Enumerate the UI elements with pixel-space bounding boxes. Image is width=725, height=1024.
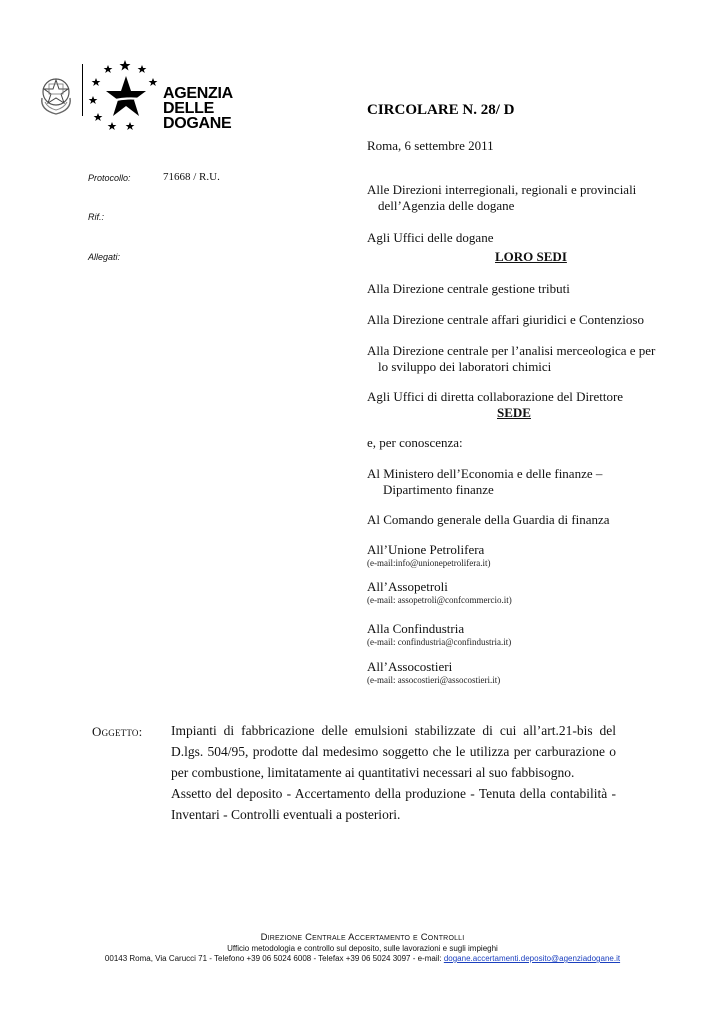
recipient-gestione-tributi: Alla Direzione centrale gestione tributi (367, 281, 570, 296)
recipient-analisi-line2: lo sviluppo dei laboratori chimici (378, 359, 552, 374)
recipient-analisi-line1: Alla Direzione centrale per l’analisi merceologica e per (367, 343, 656, 358)
recipient-direzioni-line2: dell’Agenzia delle dogane (378, 198, 515, 213)
cc-assopetroli: All’Assopetroli (367, 579, 448, 594)
recipient-direzioni-line1: Alle Direzioni interregionali, regionali e provinciali (367, 182, 637, 197)
cc-unione-petrolifera-email: (e-mail:info@unionepetrolifera.it) (367, 558, 491, 568)
recipient-analisi-merceologica (367, 343, 655, 375)
cc-assocostieri: All’Assocostieri (367, 659, 453, 674)
subject-paragraph-1: Impianti di fabbricazione delle emulsioni stabilizzate di cui all’art.21-bis del D.lgs. 504/95, prodotte dal medesimo soggetto che le utilizza per carburazione o per combustione, limitatamente ai quantitativi necessari al suo fabbisogno. (171, 723, 616, 780)
protocollo-label: Protocollo: (88, 173, 131, 183)
loro-sedi-label: LORO SEDI (495, 249, 567, 264)
circular-title: CIRCOLARE N. 28/ D (367, 102, 515, 118)
footer-title: Direzione Centrale Accertamento e Controlli (260, 932, 465, 943)
agency-wordmark (163, 86, 233, 131)
page-footer (0, 932, 725, 963)
footer-email-link[interactable]: dogane.accertamenti.deposito@agenziadogane.it (443, 954, 621, 963)
recipient-uffici-dogane: Agli Uffici delle dogane (367, 230, 494, 245)
cc-unione-petrolifera: All’Unione Petrolifera (367, 542, 485, 557)
recipient-affari-giuridici: Alla Direzione centrale affari giuridici e Contenzioso (367, 312, 644, 327)
footer-address (0, 954, 725, 963)
cc-guardia-finanza: Al Comando generale della Guardia di finanza (367, 512, 610, 527)
recipient-diretta-collaborazione: Agli Uffici di diretta collaborazione del Direttore (367, 389, 624, 404)
per-conoscenza-label: e, per conoscenza: (367, 435, 463, 450)
agency-name-line1: AGENZIA (163, 85, 233, 102)
document-date: Roma, 6 settembre 2011 (367, 138, 494, 153)
footer-address-text: 00143 Roma, Via Carucci 71 - Telefono +39 06 5024 6008 - Telefax +39 06 5024 3097 - e-mail: (104, 954, 444, 963)
agency-name-line2: DELLE (163, 100, 214, 117)
cc-ministero-economia (367, 466, 602, 498)
subject-label: Oggetto: (92, 724, 143, 739)
subject-text (171, 720, 616, 825)
subject-paragraph-2: Assetto del deposito - Accertamento della produzione - Tenuta della contabilità - Inventari - Controlli eventuali a posteriori. (171, 786, 616, 822)
star-circle-logo-icon (88, 58, 162, 132)
allegati-label: Allegati: (88, 252, 121, 262)
cc-confindustria: Alla Confindustria (367, 621, 465, 636)
header-divider (82, 64, 83, 116)
agency-name-line3: DOGANE (163, 115, 232, 132)
recipient-direzioni (367, 182, 636, 214)
footer-subtitle: Ufficio metodologia e controllo sul deposito, sulle lavorazioni e sugli impieghi (227, 944, 498, 953)
cc-ministero-line1: Al Ministero dell’Economia e delle finanze – (367, 466, 603, 481)
protocollo-value: 71668 / R.U. (163, 171, 220, 183)
cc-assopetroli-email: (e-mail: assopetroli@confcommercio.it) (367, 595, 512, 605)
sede-label: SEDE (497, 405, 531, 420)
italian-republic-emblem-icon (36, 72, 76, 118)
rif-label: Rif.: (88, 212, 105, 222)
cc-confindustria-email: (e-mail: confindustria@confindustria.it) (367, 637, 512, 647)
cc-assocostieri-email: (e-mail: assocostieri@assocostieri.it) (367, 675, 501, 685)
cc-ministero-line2: Dipartimento finanze (383, 482, 494, 497)
